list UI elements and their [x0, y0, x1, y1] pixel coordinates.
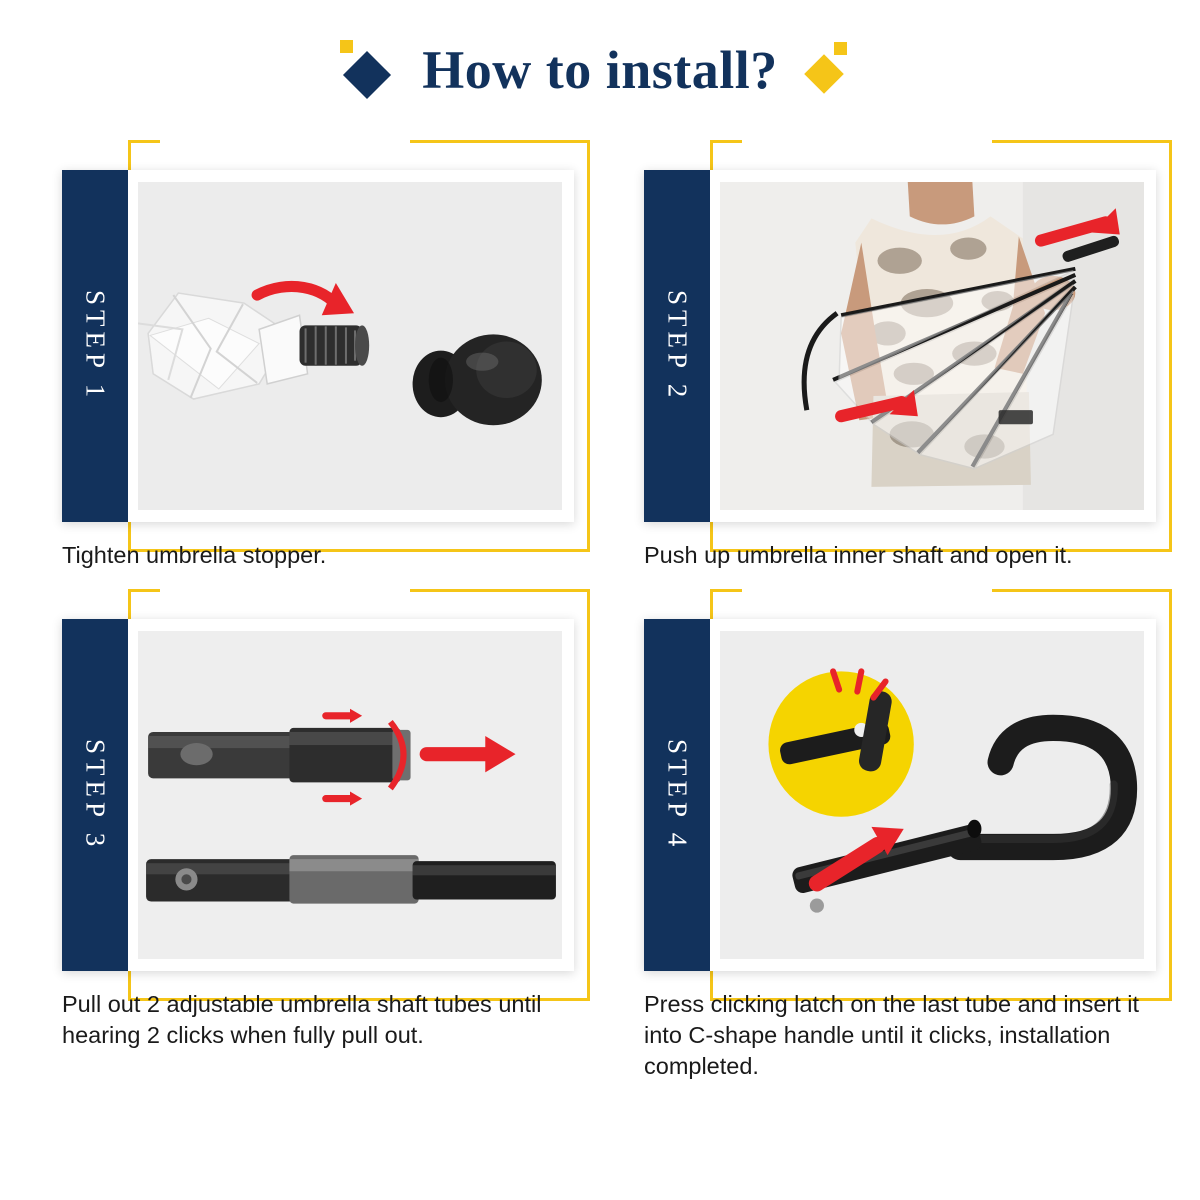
step-card-body [62, 619, 574, 971]
step-card-body [62, 170, 574, 522]
bracket-mask-left [618, 170, 626, 522]
step-caption-1: Tighten umbrella stopper. [62, 542, 327, 568]
step-label-3 [62, 619, 128, 971]
step-card-1 [40, 140, 600, 571]
bracket-mask-left [618, 619, 626, 971]
step-caption-3: Pull out 2 adjustable umbrella shaft tubes until hearing 2 clicks when fully pull out. [62, 991, 542, 1049]
illustration-c-shape-handle [720, 631, 1144, 959]
step-label-2 [644, 170, 710, 522]
bracket-mask-left [36, 170, 44, 522]
bracket-mask-bottom [200, 1078, 430, 1086]
step-label-text: STEP 2 [662, 289, 693, 403]
step-photo-4 [720, 631, 1144, 959]
page-title: How to install? [422, 40, 778, 100]
header-inner [340, 39, 860, 101]
step-caption-4: Press clicking latch on the last tube and insert it into C-shape handle until it clicks, installation completed. [644, 991, 1140, 1080]
step-photo-2 [720, 182, 1144, 510]
step-card-3 [40, 589, 600, 1082]
bottom-spacer [0, 1082, 1200, 1090]
step-photo-1 [138, 182, 562, 510]
diamond-navy-icon [343, 51, 391, 99]
step-card-body [644, 170, 1156, 522]
step-card-body [644, 619, 1156, 971]
step-caption-2: Push up umbrella inner shaft and open it. [644, 542, 1073, 568]
step-label-4 [644, 619, 710, 971]
illustration-open-umbrella [720, 182, 1144, 510]
step-label-text: STEP 4 [662, 738, 693, 852]
bracket-mask-top [160, 136, 410, 144]
square-yellow-icon [340, 40, 353, 53]
diamond-yellow-icon [804, 54, 844, 94]
header-decoration-left [340, 40, 396, 100]
illustration-shaft-tubes [138, 631, 562, 959]
page-header [0, 0, 1200, 140]
step-card-2 [622, 140, 1182, 571]
illustration-umbrella-stopper [138, 182, 562, 510]
step-label-text: STEP 3 [80, 738, 111, 852]
bracket-mask-top [742, 136, 992, 144]
bracket-mask-top [160, 585, 410, 593]
square-yellow-icon [834, 42, 847, 55]
step-photo-3 [138, 631, 562, 959]
step-label-text: STEP 1 [80, 289, 111, 403]
bracket-mask-left [36, 619, 44, 971]
bracket-mask-top [742, 585, 992, 593]
header-decoration-right [804, 40, 860, 100]
step-label-1 [62, 170, 128, 522]
steps-grid [0, 140, 1200, 1082]
step-card-4 [622, 589, 1182, 1082]
